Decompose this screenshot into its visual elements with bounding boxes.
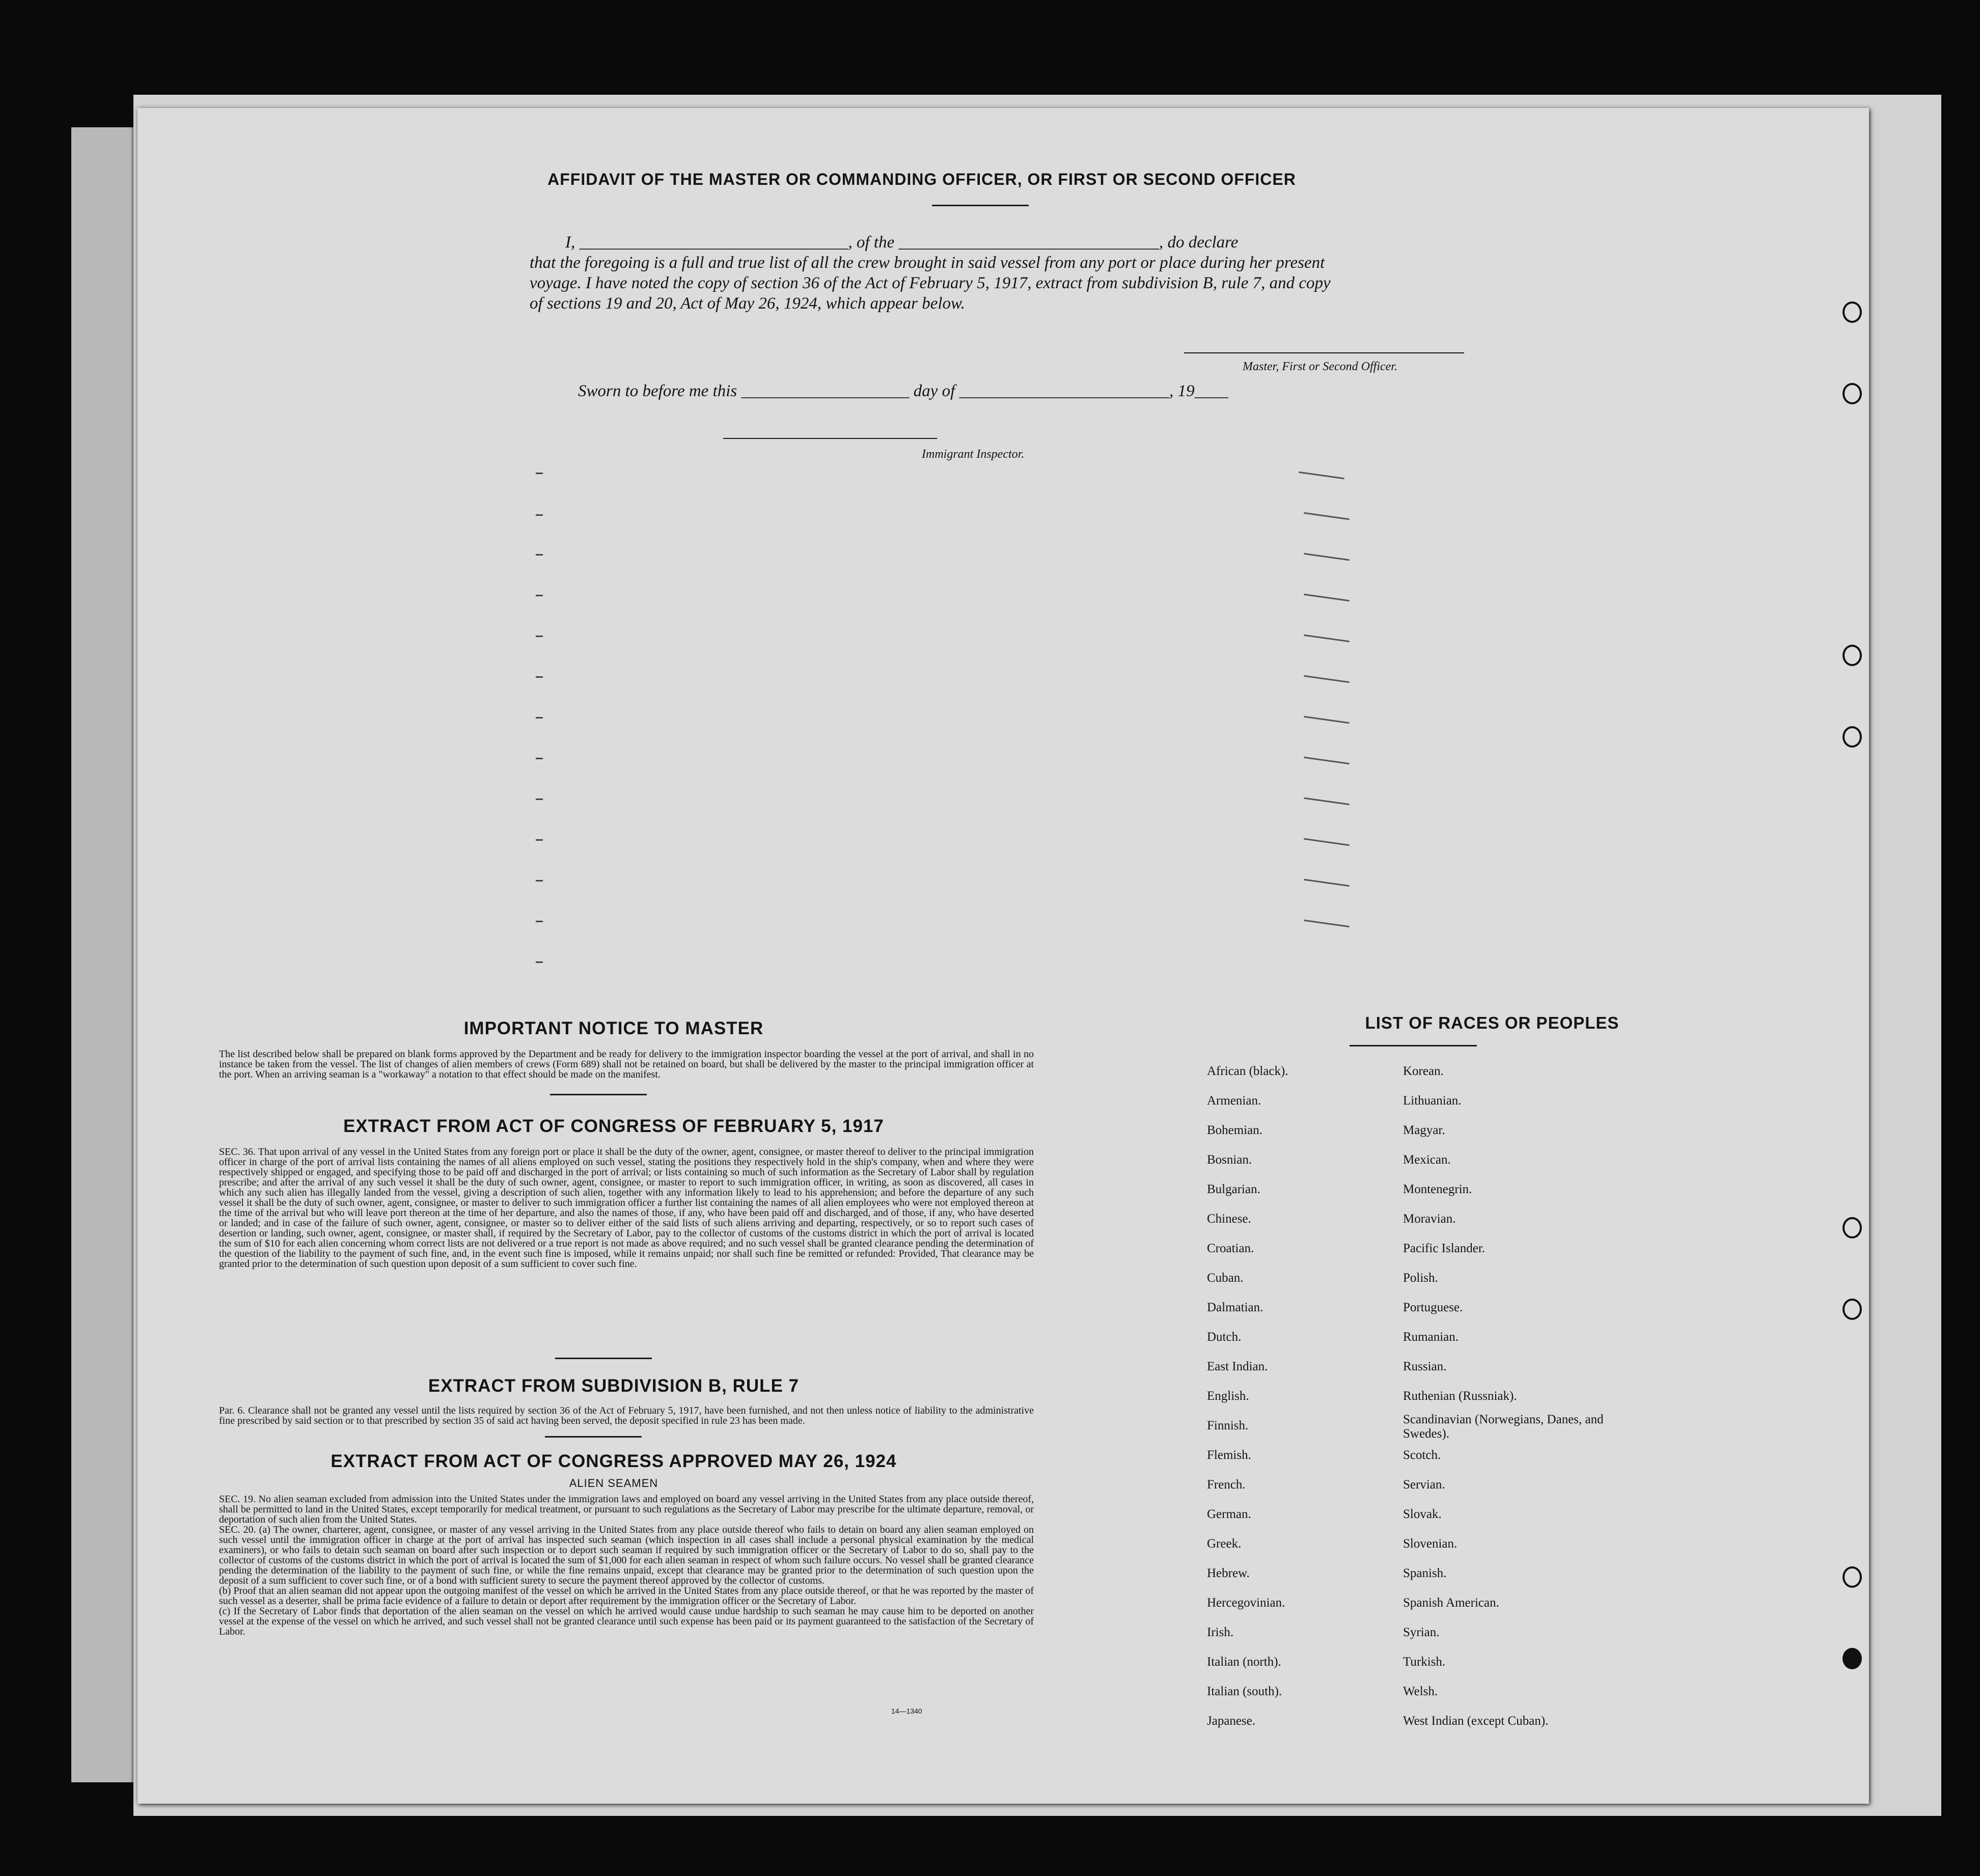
race-right: Scotch. xyxy=(1403,1448,1441,1462)
race-left: Greek. xyxy=(1207,1537,1242,1551)
extract-1917-divider xyxy=(555,1358,652,1359)
section-20b: (b) Proof that an alien seaman did not appear upon the outgoing manifest of the vessel on which he arrived in the United States from any place outside thereof, or that he was reported by the master of such vessel as a deserter, shall be prima facie evidence of a failure to detain or deport after requirement by the immigration officer or the Secretary of Labor. xyxy=(219,1585,1034,1607)
bleed-through-mark xyxy=(1304,920,1350,927)
binding-hole xyxy=(1843,645,1862,666)
form-number: 14—1340 xyxy=(891,1707,922,1715)
bleed-through-mark xyxy=(1304,879,1350,887)
subdivision-b-divider xyxy=(545,1436,642,1438)
extract-1917-title: EXTRACT FROM ACT OF CONGRESS OF FEBRUARY 5, 1917 xyxy=(343,1116,884,1136)
entry-mark xyxy=(536,717,543,719)
race-left: Hebrew. xyxy=(1207,1566,1250,1580)
inspector-signature-line[interactable] xyxy=(723,438,937,439)
extract-1924-title: EXTRACT FROM ACT OF CONGRESS APPROVED MAY 26, 1924 xyxy=(331,1451,897,1471)
inspector-label: Immigrant Inspector. xyxy=(922,448,1025,461)
entry-mark xyxy=(536,758,543,759)
declaration-line-3: voyage. I have noted the copy of section 36 of the Act of February 5, 1917, extract from subdivision B, rule 7, and copy xyxy=(530,274,1331,292)
entry-mark xyxy=(536,839,543,841)
race-left: African (black). xyxy=(1207,1064,1288,1078)
notice-body: The list described below shall be prepared on blank forms approved by the Department and be ready for delivery to the immigration inspector boarding the vessel at the port of arrival, and shall in no instance be taken from the vessel. The list of changes of alien members of crews (Form 689) shall not be retained on board, but shall be delivered by the master to the principal immigration officer at the port. When an arriving seaman is a "workaway" a notation to that effect should be made on the manifest. xyxy=(219,1049,1034,1080)
races-title: LIST OF RACES OR PEOPLES xyxy=(1365,1013,1619,1032)
subdivision-b-title: EXTRACT FROM SUBDIVISION B, RULE 7 xyxy=(428,1376,800,1396)
binding-hole xyxy=(1843,726,1862,748)
race-left: Chinese. xyxy=(1207,1212,1251,1226)
signature-line[interactable] xyxy=(1184,352,1464,353)
race-right: Turkish. xyxy=(1403,1655,1446,1669)
race-right: Mexican. xyxy=(1403,1153,1451,1167)
race-left: Croatian. xyxy=(1207,1242,1254,1255)
race-right: Welsh. xyxy=(1403,1685,1438,1698)
subdivision-b-body: Par. 6. Clearance shall not be granted any vessel until the lists required by section 36 of the Act of February 5, 1917, have been furnished, and not then unless notice of liability to the administrative fine prescribed by said section or to that prescribed by section 35 of said act having been served, the deposit specified in rule 23 has been made. xyxy=(219,1405,1034,1426)
entry-mark xyxy=(536,676,543,678)
notice-title: IMPORTANT NOTICE TO MASTER xyxy=(463,1018,764,1038)
race-right: Pacific Islander. xyxy=(1403,1242,1486,1255)
race-left: Armenian. xyxy=(1207,1094,1261,1108)
extract-1924-subtitle: ALIEN SEAMEN xyxy=(569,1477,658,1489)
race-right: Moravian. xyxy=(1403,1212,1456,1226)
entry-mark xyxy=(536,595,543,596)
extract-1924-body xyxy=(219,1494,1034,1637)
race-left: Bohemian. xyxy=(1207,1123,1263,1137)
bleed-through-mark xyxy=(1304,797,1350,805)
section-20a: SEC. 20. (a) The owner, charterer, agent, consignee, or master of any vessel arriving in the United States from any place outside thereof who fails to detain on board any alien seaman employed on such vessel until the immigration officer in charge at the port of arrival has inspected such seaman (which inspection in all cases shall include a personal physical examination by the medical examiners), or who fails to detain such seaman on board after such inspection or to deport such seaman if required by such immigration officer or the Secretary of Labor to do so, shall pay to the collector of customs of the customs district in which the port of arrival is located the sum of $1,000 for each alien seaman in respect of whom such failure occurs. No vessel shall be granted clearance pending the determination of the liability to the payment of such fine, or while the fine remains unpaid, except that clearance may be granted prior to the determination of such question upon the deposit of a sum sufficient to cover such fine, or of a bond with sufficient surety to secure the payment thereof approved by the collector of customs. xyxy=(219,1524,1034,1586)
binding-hole xyxy=(1843,1299,1862,1320)
race-right: Spanish. xyxy=(1403,1566,1447,1580)
bleed-through-mark xyxy=(1304,512,1350,520)
race-left: Dutch. xyxy=(1207,1330,1242,1344)
sworn-line: Sworn to before me this ____________________ day of _________________________, 19____ xyxy=(578,382,1228,400)
race-left: Bosnian. xyxy=(1207,1153,1252,1167)
declaration-line-4: of sections 19 and 20, Act of May 26, 1924, which appear below. xyxy=(530,294,965,313)
race-right: Russian. xyxy=(1403,1360,1447,1373)
race-right: Servian. xyxy=(1403,1478,1445,1492)
race-left: East Indian. xyxy=(1207,1360,1268,1373)
entry-mark xyxy=(536,473,543,474)
race-left: Irish. xyxy=(1207,1625,1234,1639)
race-right: Spanish American. xyxy=(1403,1596,1499,1610)
binding-hole xyxy=(1843,1217,1862,1238)
races-divider xyxy=(1350,1045,1477,1046)
binding-hole xyxy=(1843,1648,1862,1669)
title-divider xyxy=(932,205,1029,206)
bleed-through-mark xyxy=(1304,757,1350,764)
race-right: Rumanian. xyxy=(1403,1330,1459,1344)
race-right: Slovenian. xyxy=(1403,1537,1458,1551)
notice-divider xyxy=(550,1094,647,1095)
race-left: Bulgarian. xyxy=(1207,1182,1260,1196)
entry-mark xyxy=(536,554,543,556)
race-left: Flemish. xyxy=(1207,1448,1251,1462)
declaration-line-1: I, ________________________________, of the _______________________________, do declare xyxy=(565,233,1239,252)
race-right: Polish. xyxy=(1403,1271,1438,1285)
race-right: Montenegrin. xyxy=(1403,1182,1472,1196)
race-right: West Indian (except Cuban). xyxy=(1403,1714,1549,1728)
bleed-through-mark xyxy=(1299,472,1344,479)
race-right: Portuguese. xyxy=(1403,1301,1463,1314)
underlying-page-edge xyxy=(71,127,139,1782)
entry-mark xyxy=(536,514,543,516)
race-left: Cuban. xyxy=(1207,1271,1244,1285)
section-19: SEC. 19. No alien seaman excluded from admission into the United States under the immigration laws and employed on board any vessel arriving in the United States from any place outside thereof, shall be permitted to land in the United States, except temporarily for medical treatment, or pursuant to such regulations as the Secretary of Labor may prescribe for the ultimate departure, removal, or deportation of such alien from the United States. xyxy=(219,1494,1034,1525)
race-left: Dalmatian. xyxy=(1207,1301,1263,1314)
race-right: Syrian. xyxy=(1403,1625,1440,1639)
race-right: Magyar. xyxy=(1403,1123,1445,1137)
bleed-through-mark xyxy=(1304,716,1350,724)
race-right: Ruthenian (Russniak). xyxy=(1403,1389,1517,1403)
race-left: Hercegovinian. xyxy=(1207,1596,1285,1610)
extract-1917-body: SEC. 36. That upon arrival of any vessel in the United States from any foreign port or place it shall be the duty of the owner, agent, consignee, or master thereof to deliver to the principal immigration officer in charge of the port of arrival lists containing the names of all aliens employed on such vessel, stating the positions they respectively hold in the ship's company, when and where they were respectively shipped or engaged, and specifying those to be paid off and discharged in the port of arrival; or lists containing so much of such information as the Secretary of Labor shall by regulation prescribe; and after the arrival of any such vessel it shall be the duty of such owner, agent, consignee, or master to report to such immigration officer, in writing, as soon as discovered, all cases in which any such alien has illegally landed from the vessel, giving a description of such alien, together with any information likely to lead to his apprehension; and before the departure of any such vessel it shall be the duty of such owner, agent, consignee, or master to deliver to such immigration officer a further list containing the names of all alien employees who were not employed thereon at the time of the arrival but who will leave port thereon at the time of her departure, and also the names of those, if any, who have been paid off and discharged, and of those, if any, who have deserted or landed; and in case of the failure of such owner, agent, consignee, or master so to deliver either of the said lists of such aliens arriving and departing, respectively, or so to report such cases of desertion or landing, such owner, agent, consignee, or master shall, if required by the Secretary of Labor, pay to the collector of customs of the customs district in which the port of arrival is located the sum of $10 for each alien concerning whom correct lists are not delivered or a true report is not made as above required; and no such vessel shall be granted clearance pending the determination of the question of the liability to the payment of such fine, and, in the event such fine is imposed, while it remains unpaid; nor shall such fine be remitted or refunded: Provided, That clearance may be granted prior to the determination of such question upon deposit of a sum sufficient to cover such fine. xyxy=(219,1146,1034,1270)
bleed-through-mark xyxy=(1304,553,1350,561)
race-right: Korean. xyxy=(1403,1064,1444,1078)
race-left: Italian (south). xyxy=(1207,1685,1282,1698)
entry-mark xyxy=(536,636,543,637)
affidavit-title: AFFIDAVIT OF THE MASTER OR COMMANDING OFFICER, OR FIRST OR SECOND OFFICER xyxy=(547,170,1296,188)
race-right: Scandinavian (Norwegians, Danes, and Swedes). xyxy=(1403,1413,1604,1441)
race-left: French. xyxy=(1207,1478,1246,1492)
bleed-through-mark xyxy=(1304,675,1350,683)
binding-hole xyxy=(1843,301,1862,323)
race-left: German. xyxy=(1207,1507,1251,1521)
signature-label: Master, First or Second Officer. xyxy=(1243,360,1397,373)
entry-mark xyxy=(536,798,543,800)
race-left: Finnish. xyxy=(1207,1419,1249,1432)
entry-mark xyxy=(536,880,543,881)
entry-mark xyxy=(536,961,543,963)
declaration-text xyxy=(530,232,1650,314)
race-left: English. xyxy=(1207,1389,1249,1403)
section-20c: (c) If the Secretary of Labor finds that deportation of the alien seaman on the vessel on which he arrived would cause undue hardship to such seaman he may cause him to be deported on another vessel at the expense of the vessel on which he arrived, and such vessel shall not be granted clearance until such expense has been paid or its payment guaranteed to the satisfaction of the Secretary of Labor. xyxy=(219,1606,1034,1637)
race-left: Japanese. xyxy=(1207,1714,1256,1728)
binding-hole xyxy=(1843,1566,1862,1588)
entry-mark xyxy=(536,921,543,922)
bleed-through-mark xyxy=(1304,594,1350,601)
form-page xyxy=(138,108,1869,1804)
race-left: Italian (north). xyxy=(1207,1655,1281,1669)
race-right: Lithuanian. xyxy=(1403,1094,1462,1108)
bleed-through-mark xyxy=(1304,634,1350,642)
declaration-line-2: that the foregoing is a full and true list of all the crew brought in said vessel from any port or place during her present xyxy=(530,254,1325,272)
bleed-through-mark xyxy=(1304,838,1350,846)
race-right: Slovak. xyxy=(1403,1507,1442,1521)
binding-hole xyxy=(1843,383,1862,404)
